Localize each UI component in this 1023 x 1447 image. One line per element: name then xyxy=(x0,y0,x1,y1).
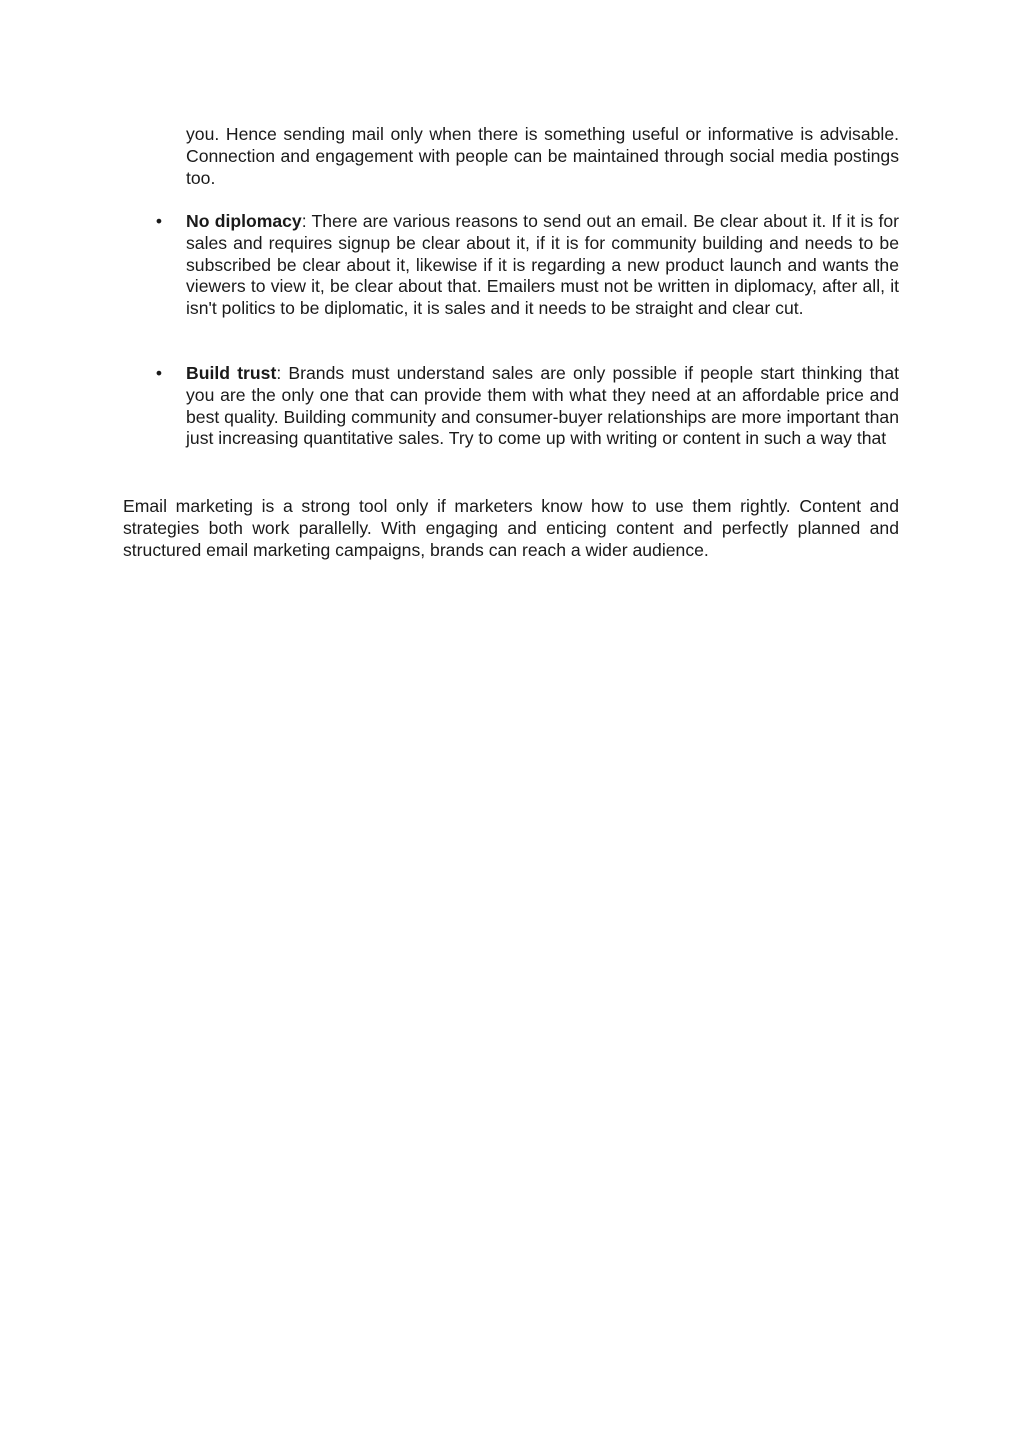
bullet-term: No diplomacy xyxy=(186,211,302,231)
bullet-text: : Brands must understand sales are only possible if people start thinking that you are the only one that can provide them with what they need at an affordable price and best quality. Building community and consumer-buyer relationships are more important than just increasing quantitative sales. Try to come up with writing or content in such a way that xyxy=(186,363,899,449)
bullet-item-build-trust xyxy=(155,363,899,450)
continuation-paragraph: you. Hence sending mail only when there is something useful or informative is advisable. Connection and engagement with people can be maintained through social media postings too. xyxy=(186,124,899,188)
bullet-marker: • xyxy=(155,363,163,383)
bullet-text: : There are various reasons to send out an email. Be clear about it. If it is for sales and requires signup be clear about it, if it is for community building and needs to be subscribed be clear about it, likewise if it is regarding a new product launch and wants the viewers to view it, be clear about that. Emailers must not be written in diplomacy, after all, it isn't politics to be diplomatic, it is sales and it needs to be straight and clear cut. xyxy=(186,211,900,319)
bullet-item-no-diplomacy xyxy=(155,211,900,320)
closing-paragraph: Email marketing is a strong tool only if marketers know how to use them rightly. Content and strategies both work parallelly. With engaging and enticing content and perfectly planned and structured email marketing campaigns, brands can reach a wider audience. xyxy=(123,496,899,560)
bullet-marker: • xyxy=(155,211,163,231)
bullet-term: Build trust xyxy=(186,363,277,383)
